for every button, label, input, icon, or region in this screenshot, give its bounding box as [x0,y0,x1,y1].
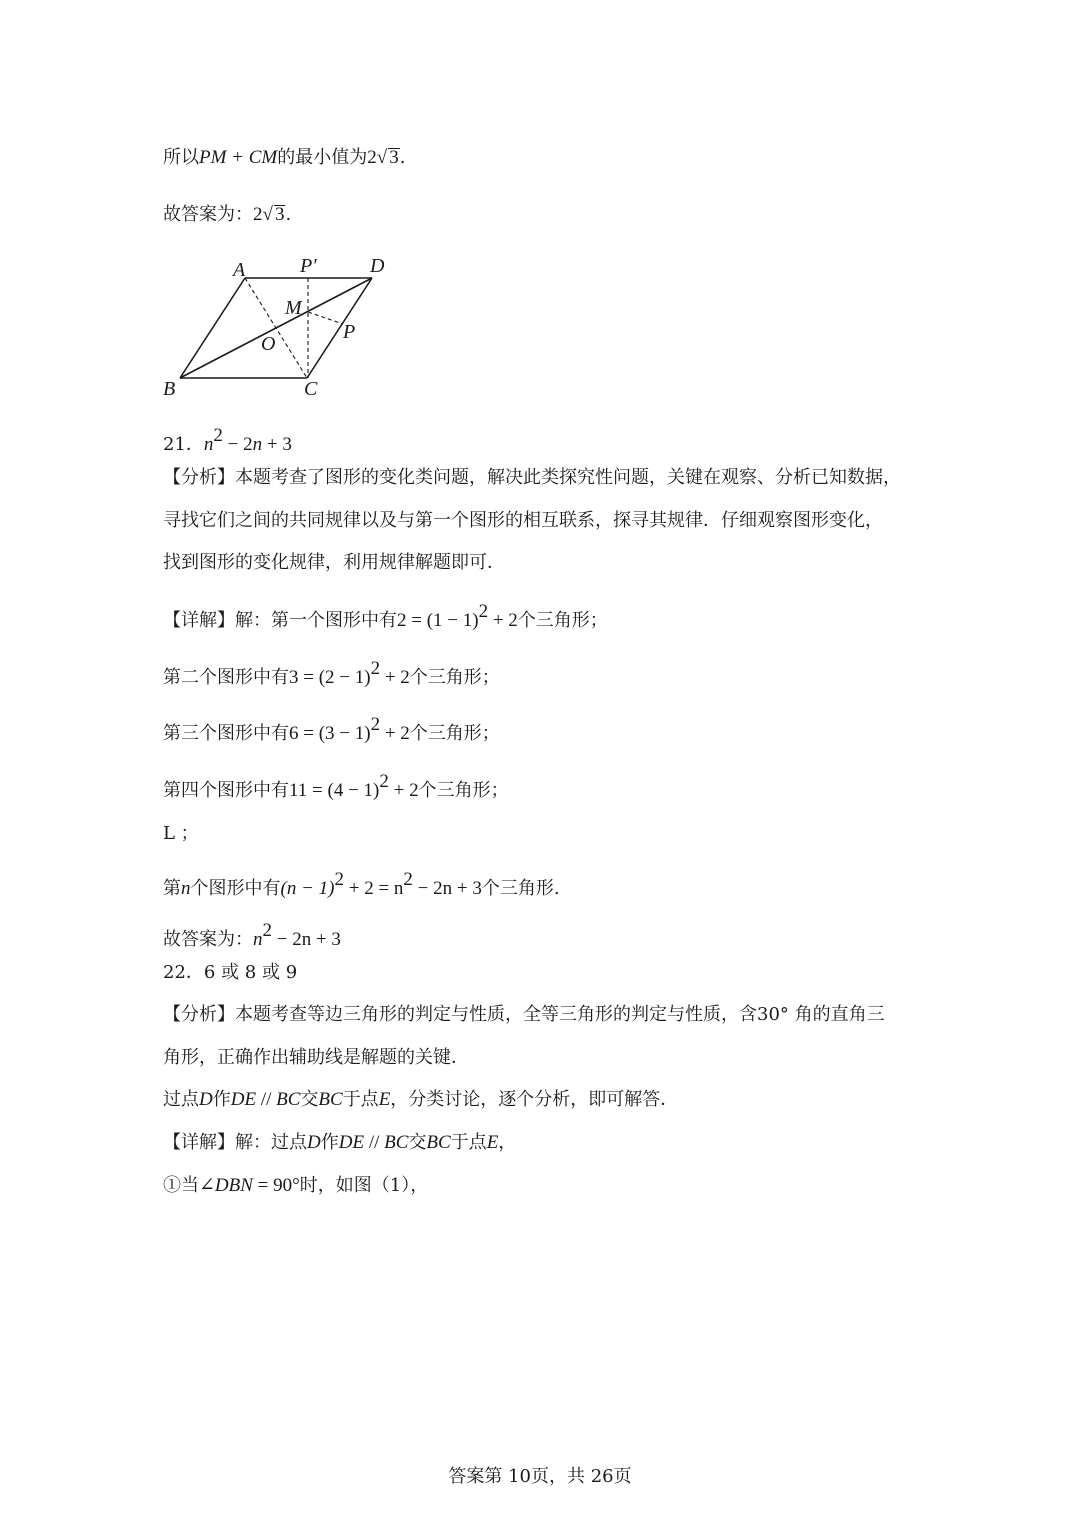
exponent: 2 [262,920,272,941]
text: 个三角形； [409,723,500,744]
parallel-sign: // [364,1132,385,1153]
expr: 3 = [289,667,319,688]
label-O: O [261,333,276,355]
text: 个三角形； [517,610,608,631]
sqrt-sign: √ [262,204,273,225]
text: 【详解】解：过点 [163,1132,307,1153]
expr: + 2 [388,780,419,801]
dashed-lines [245,278,343,378]
min-value-statement [163,146,405,170]
analysis-22-line-3 [163,1088,678,1112]
exponent: 2 [370,714,381,735]
text: 第 [163,878,181,899]
var: DE [338,1132,365,1153]
exponent: 2 [213,425,223,446]
question-number: 21． [163,434,204,455]
expr: (2 − 1) [318,667,371,688]
detail-22-line-1 [163,1131,516,1155]
exponent: 2 [334,869,344,890]
analysis-21-line-3: 找到图形的变化规律，利用规律解题即可． [163,552,505,573]
expr: + 3 [262,434,292,455]
var: D [199,1089,213,1110]
text: 于点 [450,1132,487,1153]
radicand: 3 [274,204,285,225]
expr: + 2 [488,610,518,631]
analysis-22-line-1: 【分析】本题考查等边三角形的判定与性质，全等三角形的判定与性质，含30° 角的直角三 [163,1004,885,1025]
detail-21-line-2 [163,657,500,690]
coefficient: 2 [367,147,377,168]
text: 作 [212,1089,231,1110]
var: n [252,434,263,455]
question-22-answer: 22．6 或 8 或 9 [163,962,298,983]
expr: − 2n + 3 [272,929,341,950]
detail-21-general [163,868,560,901]
label-P-prime: P′ [300,255,317,277]
var: BC [318,1089,343,1110]
text: . [285,204,292,225]
parallelogram-figure [163,252,403,402]
answer-line-20 [163,203,291,227]
expr: 6 = [289,723,319,744]
detail-21-line-3 [163,713,500,746]
text: 于点 [342,1089,379,1110]
sqrt-sign: √ [376,147,388,168]
text: 个三角形. [481,878,560,899]
text: 故答案为： [163,204,253,225]
expr: (1 − 1) [426,610,479,631]
var: DE [230,1089,257,1110]
detail-21-line-1 [163,600,608,633]
expr: (3 − 1) [318,723,371,744]
text: 【详解】解：第一个图形中有 [163,610,397,631]
var: BC [276,1089,301,1110]
detail-21-ellipsis: L ； [163,823,199,844]
text: 交 [408,1132,427,1153]
expr: − 2 [222,434,253,455]
var: n [181,878,191,899]
text: 过点 [163,1089,199,1110]
var: BC [426,1132,451,1153]
expression: PM + CM [199,147,278,168]
expr: − 2n + 3 [412,878,482,899]
detail-21-line-4 [163,770,509,803]
expr: (n − 1) [280,878,335,899]
var: E [378,1089,391,1110]
text: 故答案为： [163,929,253,950]
analysis-22-line-2: 角形，正确作出辅助线是解题的关键． [163,1047,469,1068]
text: 个三角形； [409,667,500,688]
text: 交 [300,1089,319,1110]
expr: 2 = [397,610,427,631]
page-footer: 答案第 10页，共 26页 [448,1466,632,1487]
text: 第二个图形中有 [163,667,289,688]
label-M: M [285,297,302,319]
text: 第三个图形中有 [163,723,289,744]
radicand: 3 [389,147,399,168]
expr: + 2 = n [343,878,404,899]
label-D: D [370,255,385,277]
var: BC [384,1132,409,1153]
expr: + 2 [380,667,410,688]
text: 第四个图形中有 [163,780,289,801]
label-P: P [343,321,356,343]
expr: (4 − 1) [327,780,380,801]
text: 作 [320,1132,339,1153]
text: ①当 [163,1175,199,1196]
expr: = 90° [252,1175,300,1196]
text: 时，如图（1）， [299,1175,429,1196]
text: 个三角形； [418,780,509,801]
exponent: 2 [478,601,489,622]
label-A: A [233,259,246,281]
text: 的最小值为 [277,147,368,168]
var: n [203,434,214,455]
text: . [399,147,406,168]
analysis-21-line-2: 寻找它们之间的共同规律以及与第一个图形的相互联系，探寻其规律．仔细观察图形变化， [163,510,883,531]
label-C: C [304,378,318,400]
expr: 11 = [289,780,328,801]
angle: ∠DBN [199,1175,253,1196]
text: 所以 [163,147,199,168]
var: n [253,929,263,950]
var: D [307,1132,321,1153]
expr: + 2 [380,723,410,744]
var: E [486,1132,499,1153]
answer-line-21 [163,919,341,952]
detail-22-line-2 [163,1174,428,1198]
exponent: 2 [403,869,413,890]
exponent: 2 [370,658,381,679]
exponent: 2 [379,771,389,792]
text: ，分类讨论，逐个分析，即可解答． [390,1089,679,1110]
analysis-21-line-1: 【分析】本题考查了图形的变化类问题，解决此类探究性问题，关键在观察、分析已知数据， [163,467,901,488]
parallel-sign: // [256,1089,277,1110]
label-B: B [163,378,176,400]
coefficient: 2 [253,204,263,225]
question-21-answer [163,424,292,457]
text: 个图形中有 [190,878,281,899]
text: ， [498,1132,517,1153]
